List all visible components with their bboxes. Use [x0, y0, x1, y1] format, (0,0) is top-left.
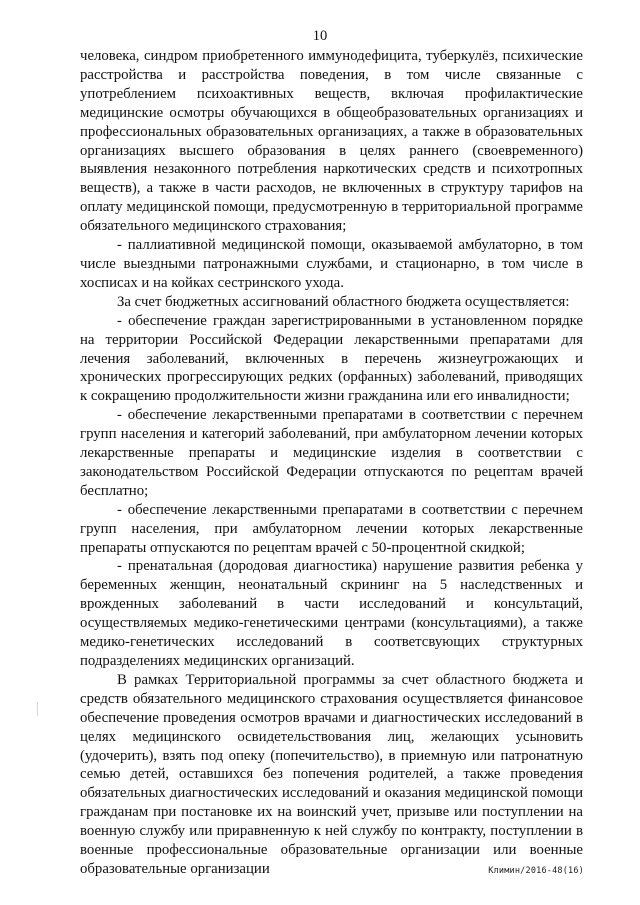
paragraph-free-prescriptions: - обеспечение лекарственными препаратами в соответствии с перечнем групп населения и категорий заболеваний, при амбулаторном лечении которых лекарственные препараты и медицинские изделия в соответствии с законодательством Российской Федерации отпускаются по рецептам врачей бесплатно;: [80, 407, 583, 499]
paragraph-continuation: человека, синдром приобретенного иммунодефицита, туберкулёз, психические расстройства и расстройства поведения, в том числе связанные с употреблением психоактивных веществ, включая профилактические медицинские осмотры обучающихся в общеобразовательных организациях и профессиональных образовательных организациях, а также в образовательных организациях высшего образования в целях раннего (своевременного) выявления незаконного потребления наркотических средств и психотропных веществ), а также в части расходов, не включенных в структуру тарифов на оплату медицинской помощи, предусмотренную в территориальной программе обязательного медицинского страхования;: [80, 48, 583, 235]
document-body: [80, 47, 583, 879]
paragraph-rare-diseases-drugs: - обеспечение граждан зарегистрированными в установленном порядке на территории Российской Федерации лекарственными препаратами для лечения заболеваний, включенных в перечень жизнеугрожающих и хронических прогрессирующих редких (орфанных) заболеваний, приводящих к сокращению продолжительности жизни гражданина или его инвалидности;: [80, 312, 583, 405]
page-number: 10: [312, 28, 328, 44]
document-code: Климин/2016-48(16): [488, 866, 584, 876]
scan-margin-mark: [37, 702, 38, 716]
paragraph-discount-prescriptions: - обеспечение лекарственными препаратами в соответствии с перечнем групп населения, при амбулаторном лечении которых лекарственные препараты отпускаются по рецептам врачей с 50-процентной скидкой;: [80, 501, 583, 556]
paragraph-territorial-program: В рамках Территориальной программы за счет областного бюджета и средств обязательного медицинского страхования осуществляется финансовое обеспечение проведения осмотров врачами и диагностических исследований в целях медицинского освидетельствования лиц, желающих усыновить (удочерить), взять под опеку (попечительство), в приемную или патронатную семью детей, оставшихся без попечения родителей, а также проведения обязательных диагностических исследований и оказания медицинской помощи гражданам при постановке их на воинский учет, призыве или поступлении на военную службу или приравненную к ней службу по контракту, поступлении в военные профессиональные образовательные организации или военные образовательные организации: [80, 671, 583, 877]
paragraph-palliative-care: - паллиативной медицинской помощи, оказываемой амбулаторно, в том числе выездными патронажными службами, и стационарно, в том числе в хосписах и на койках сестринского ухода.: [80, 237, 583, 291]
paragraph-regional-budget-intro: За счет бюджетных ассигнований областного бюджета осуществляется:: [117, 293, 570, 310]
paragraph-prenatal-diagnostics: - пренатальная (дородовая диагностика) нарушение развития ребенка у беременных женщин, неонатальный скрининг на 5 наследственных и врожденных заболеваний в части исследований и консультаций, осуществляемых медико-генетическими центрами (консультациями), а также медико-генетических исследований в соответсвующих структурных подразделениях медицинских организаций.: [80, 558, 583, 669]
